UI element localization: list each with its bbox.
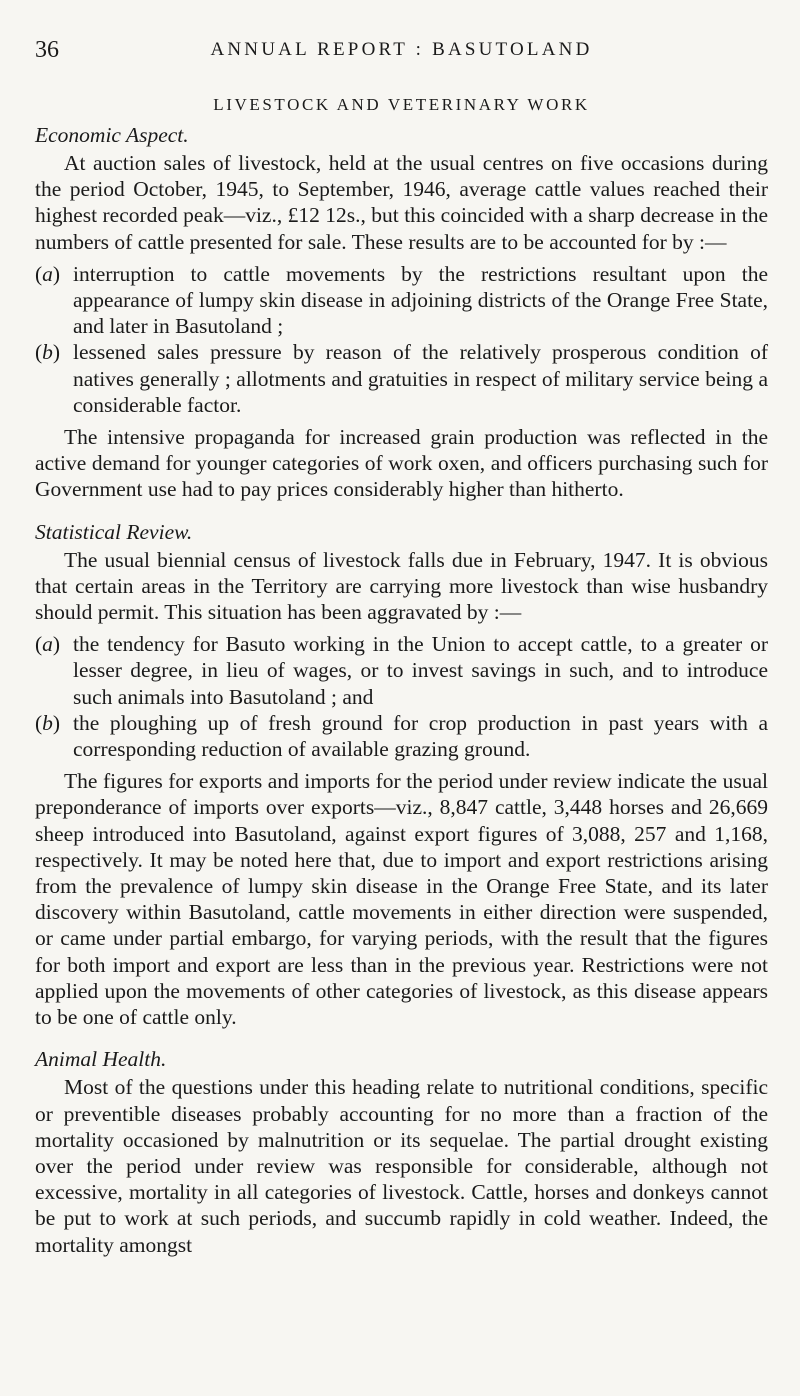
economic-reasons-list — [35, 261, 768, 418]
economic-intro-paragraph: At auction sales of livestock, held at the usual centres on five occasions during the period October, 1945, to September, 1946, average cattle values reached their highest recorded peak—viz., £12 12s., but this coincided with a sharp decrease in the numbers of cattle presented for sale. These results are to be accounted for by :— — [35, 151, 768, 254]
page-number: 36 — [35, 37, 59, 63]
list-item-label: (a) — [35, 632, 61, 657]
list-item-text: interruption to cattle movements by the restrictions resultant upon the appearance of lumpy skin disease in adjoining districts of the Orange Free State, and later in Basutoland ; — [73, 261, 768, 339]
animal-health-paragraph: Most of the questions under this heading relate to nutritional conditions, specific or preventible diseases probably accounting for no more than a fraction of the mortality occasioned by malnutrition or its sequelae. The partial drought existing over the period under review was responsible for considerable, although not excessive, mortality in all categories of livestock. Cattle, horses and donkeys cannot be put to work at such periods, and succumb rapidly in cold weather. Indeed, the mortality amongst — [35, 1075, 768, 1257]
section-title: LIVESTOCK AND VETERINARY WORK — [213, 95, 590, 114]
list-item-text: the tendency for Basuto working in the Union to accept cattle, to a greater or lesser degree, in lieu of wages, or to invest savings in such, and to introduce such animals into Basutoland ; and — [73, 632, 768, 709]
statistical-review-heading: Statistical Review. — [35, 519, 193, 544]
list-item — [35, 261, 768, 340]
list-item — [35, 710, 768, 762]
economic-closing-paragraph: The intensive propaganda for increased grain production was reflected in the active demand for younger categories of work oxen, and officers purchasing such for Government use had to pay prices considerably higher than hitherto. — [35, 425, 768, 502]
list-item-text: lessened sales pressure by reason of the relatively prosperous condition of natives generally ; allotments and gratuities in respect of military service being a considerable factor. — [73, 340, 768, 417]
statistical-closing-paragraph: The figures for exports and imports for the period under review indicate the usual preponderance of imports over exports—viz., 8,847 cattle, 3,448 horses and 26,669 sheep introduced into Basutoland, against export figures of 3,088, 257 and 1,168, respectively. It may be noted here that, due to import and export restrictions arising from the prevalence of lumpy skin disease in the Orange Free State, and its later discovery within Basutoland, cattle movements in either direction were suspended, or came under partial embargo, for varying periods, with the result that the figures for both import and export are less than in the previous year. Restrictions were not applied upon the movements of other categories of livestock, as this disease appears to be one of cattle only. — [35, 769, 768, 1030]
statistical-reasons-list — [35, 631, 768, 762]
list-item-label: (b) — [35, 340, 61, 365]
statistical-intro-paragraph: The usual biennial census of livestock falls due in February, 1947. It is obvious that certain areas in the Territory are carrying more livestock than wise husbandry should permit. This situation has been aggravated by :— — [35, 547, 768, 625]
economic-aspect-heading: Economic Aspect. — [35, 123, 189, 147]
list-item-text: the ploughing up of fresh ground for crop production in past years with a corresponding reduction of available grazing ground. — [73, 710, 768, 762]
running-header — [35, 36, 768, 70]
list-item-label: (b) — [35, 710, 61, 735]
list-item-label: (a) — [35, 261, 61, 286]
list-item — [35, 339, 768, 418]
animal-health-heading: Animal Health. — [35, 1047, 167, 1072]
list-item — [35, 631, 768, 710]
running-title: ANNUAL REPORT : BASUTOLAND — [210, 39, 593, 60]
